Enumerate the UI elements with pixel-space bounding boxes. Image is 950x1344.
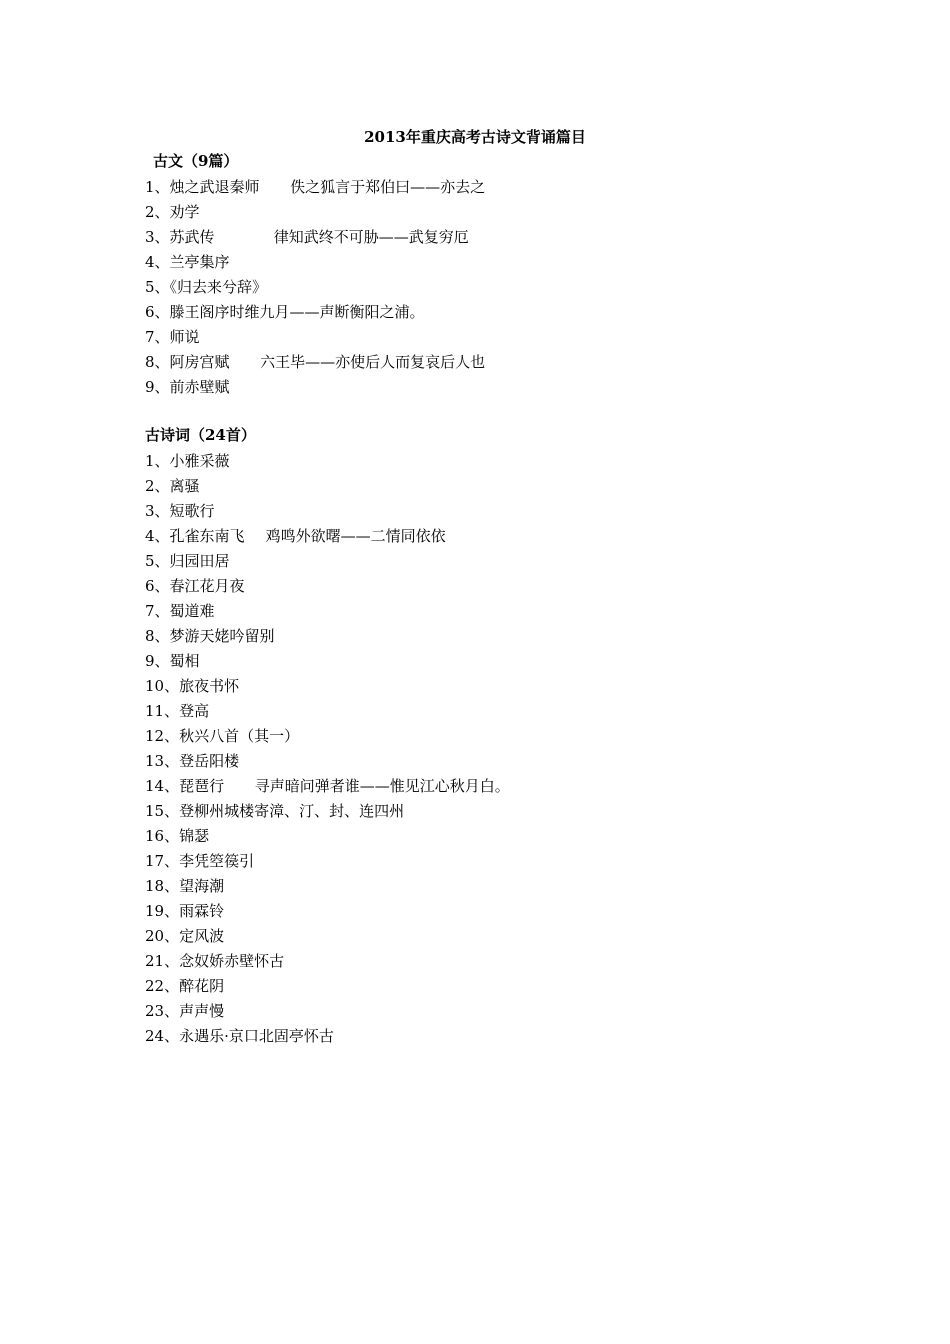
list-item (145, 674, 785, 699)
item-title: 锦瑟 (179, 827, 210, 845)
item-number: 21、 (145, 952, 180, 970)
item-title: 小雅采薇 (169, 452, 230, 470)
item-title: 定风波 (179, 927, 225, 945)
list-item (145, 974, 785, 999)
item-number: 8、 (145, 353, 170, 371)
item-title: 念奴娇赤壁怀古 (179, 952, 285, 970)
item-title: 蜀道难 (169, 602, 215, 620)
item-title: 登柳州城楼寄漳、汀、封、连四州 (179, 802, 405, 820)
item-title: 滕王阁序时维九月——声断衡阳之浦。 (169, 303, 425, 321)
item-number: 16、 (145, 827, 180, 845)
list-item (145, 175, 785, 200)
item-title: 登高 (179, 702, 210, 720)
item-title: 《归去来兮辞》 (169, 278, 268, 296)
list-item (145, 474, 785, 499)
item-title: 声声慢 (179, 1002, 225, 1020)
item-number: 3、 (145, 228, 170, 246)
list-item (145, 499, 785, 524)
list-item (145, 824, 785, 849)
list-item (145, 899, 785, 924)
item-number: 22、 (145, 977, 180, 995)
item-excerpt: 六王毕——亦使后人而复哀后人也 (260, 353, 486, 371)
item-excerpt: 佚之狐言于郑伯曰——亦去之 (290, 178, 486, 196)
item-number: 8、 (145, 627, 170, 645)
item-title: 旅夜书怀 (179, 677, 240, 695)
item-number: 9、 (145, 652, 170, 670)
item-number: 3、 (145, 502, 170, 520)
item-title: 师说 (169, 328, 200, 346)
item-title: 前赤壁赋 (169, 378, 230, 396)
item-number: 19、 (145, 902, 180, 920)
item-number: 18、 (145, 877, 180, 895)
item-title: 归园田居 (169, 552, 230, 570)
prose-list (145, 175, 785, 400)
item-number: 10、 (145, 677, 180, 695)
item-gap (245, 527, 264, 545)
poetry-section (145, 424, 785, 1049)
item-number: 1、 (145, 178, 170, 196)
item-number: 7、 (145, 328, 170, 346)
list-item (145, 699, 785, 724)
item-number: 11、 (145, 702, 180, 720)
list-item (145, 924, 785, 949)
item-excerpt: 寻声暗问弹者谁——惟见江心秋月白。 (254, 777, 510, 795)
item-number: 1、 (145, 452, 170, 470)
list-item (145, 624, 785, 649)
item-number: 4、 (145, 527, 170, 545)
item-title: 离骚 (169, 477, 200, 495)
item-title: 秋兴八首（其一） (179, 727, 300, 745)
item-number: 20、 (145, 927, 180, 945)
item-title: 琵琶行 (179, 777, 225, 795)
item-title: 梦游天姥吟留别 (169, 627, 275, 645)
item-title: 望海潮 (179, 877, 225, 895)
list-item (145, 949, 785, 974)
item-number: 5、 (145, 278, 170, 296)
item-title: 阿房宫赋 (169, 353, 230, 371)
item-title: 李凭箜篌引 (179, 852, 255, 870)
item-excerpt: 鸡鸣外欲曙——二情同依依 (265, 527, 446, 545)
item-number: 23、 (145, 1002, 180, 1020)
item-gap (224, 777, 253, 795)
list-item (145, 524, 785, 549)
item-number: 9、 (145, 378, 170, 396)
item-title: 醉花阴 (179, 977, 225, 995)
list-item (145, 749, 785, 774)
list-item (145, 350, 785, 375)
poetry-list (145, 449, 785, 1049)
item-title: 短歌行 (169, 502, 215, 520)
item-gap (260, 178, 289, 196)
prose-section (145, 150, 785, 400)
list-item (145, 799, 785, 824)
item-title: 劝学 (169, 203, 200, 221)
item-number: 2、 (145, 203, 170, 221)
item-number: 24、 (145, 1027, 180, 1045)
item-title: 登岳阳楼 (179, 752, 240, 770)
list-item (145, 275, 785, 300)
item-excerpt: 律知武终不可胁——武复穷厄 (273, 228, 469, 246)
item-number: 6、 (145, 577, 170, 595)
item-title: 孔雀东南飞 (169, 527, 245, 545)
list-item (145, 549, 785, 574)
item-title: 蜀相 (169, 652, 200, 670)
item-number: 14、 (145, 777, 180, 795)
list-item (145, 300, 785, 325)
item-title: 兰亭集序 (169, 253, 230, 271)
list-item (145, 325, 785, 350)
item-number: 6、 (145, 303, 170, 321)
list-item (145, 200, 785, 225)
prose-heading: 古文（9篇） (153, 152, 239, 170)
list-item (145, 724, 785, 749)
item-title: 烛之武退秦师 (169, 178, 260, 196)
list-item (145, 375, 785, 400)
list-item (145, 449, 785, 474)
list-item (145, 250, 785, 275)
item-number: 2、 (145, 477, 170, 495)
item-number: 13、 (145, 752, 180, 770)
item-number: 12、 (145, 727, 180, 745)
item-title: 雨霖铃 (179, 902, 225, 920)
item-gap (215, 228, 272, 246)
item-title: 春江花月夜 (169, 577, 245, 595)
list-item (145, 849, 785, 874)
document-title: 2013年重庆高考古诗文背诵篇目 (364, 128, 586, 146)
item-title: 永遇乐·京口北固亭怀古 (179, 1027, 334, 1045)
list-item (145, 574, 785, 599)
list-item (145, 874, 785, 899)
item-number: 15、 (145, 802, 180, 820)
item-number: 5、 (145, 552, 170, 570)
item-title: 苏武传 (169, 228, 215, 246)
list-item (145, 999, 785, 1024)
item-number: 17、 (145, 852, 180, 870)
poetry-heading: 古诗词（24首） (145, 426, 256, 444)
list-item (145, 225, 785, 250)
list-item (145, 649, 785, 674)
list-item (145, 599, 785, 624)
item-number: 4、 (145, 253, 170, 271)
item-number: 7、 (145, 602, 170, 620)
list-item (145, 1024, 785, 1049)
list-item (145, 774, 785, 799)
item-gap (230, 353, 259, 371)
